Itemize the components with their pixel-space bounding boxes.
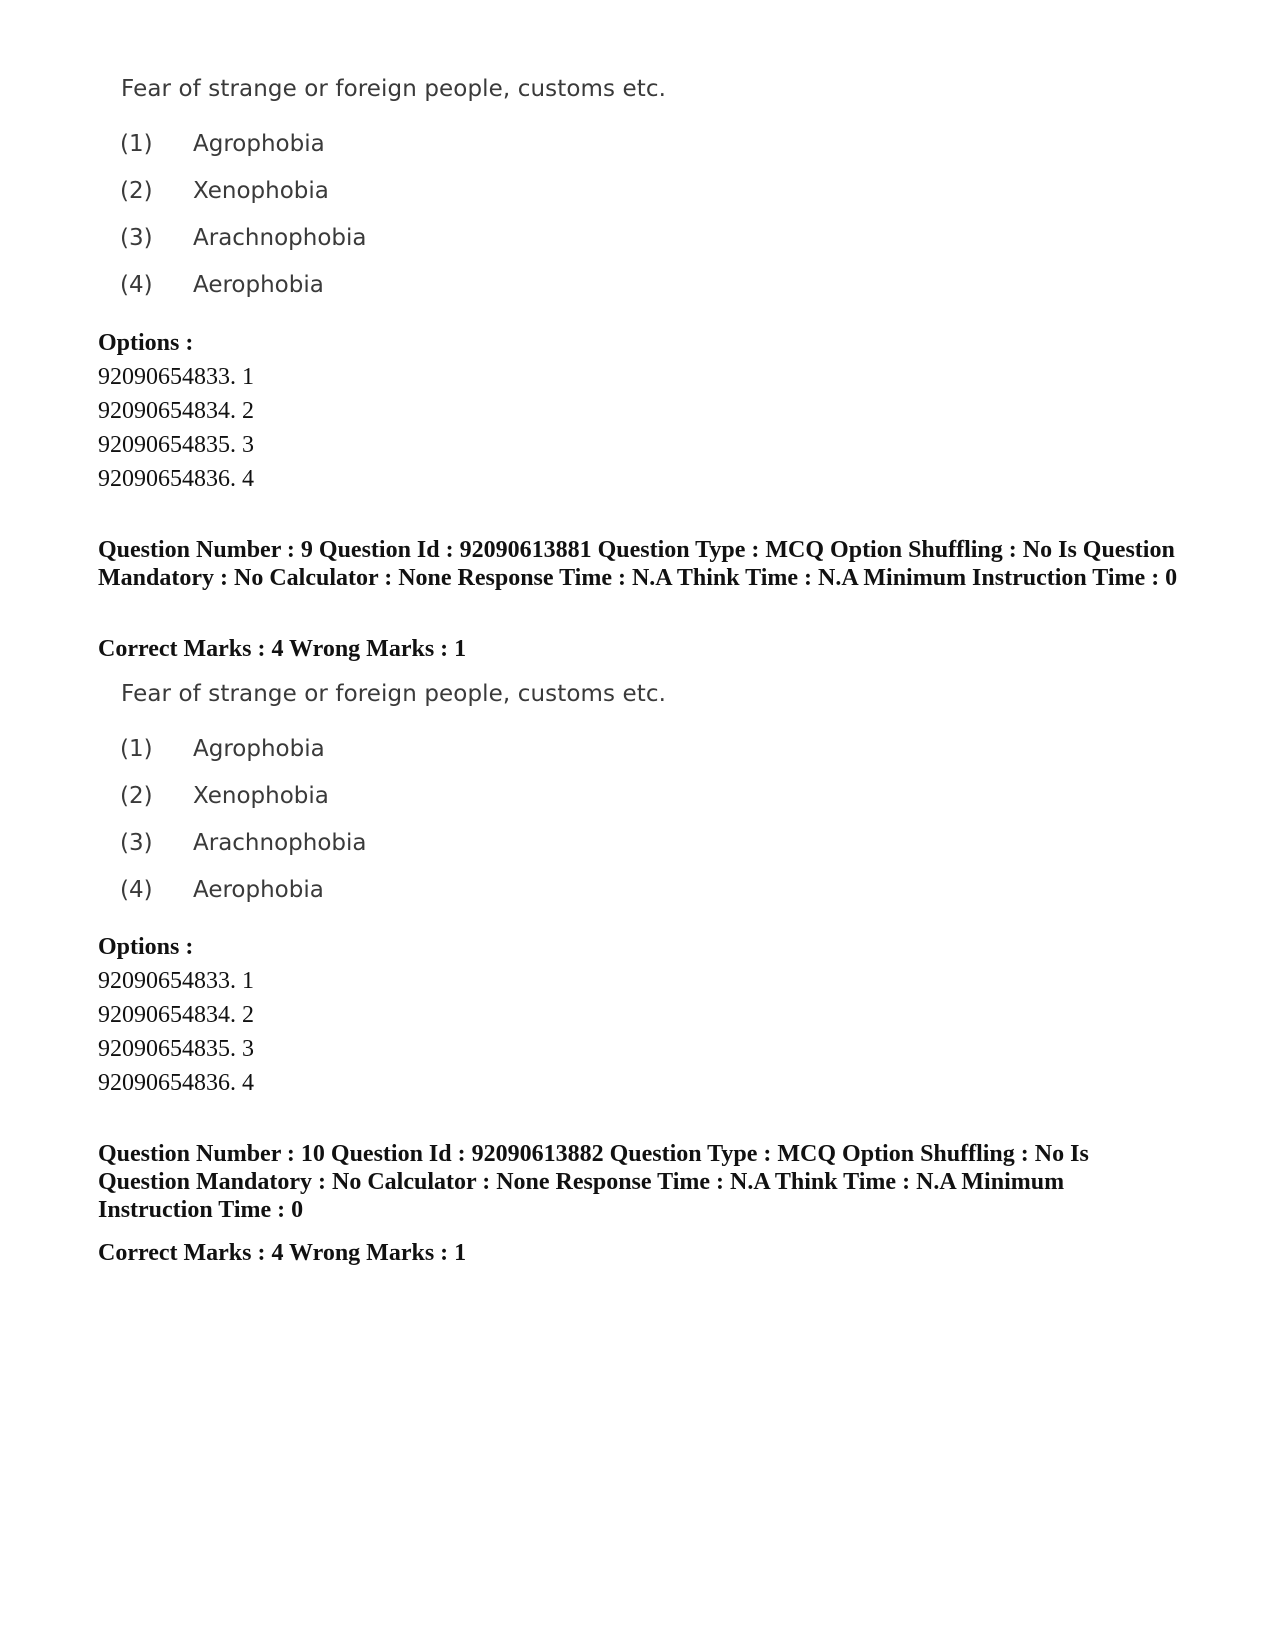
option-line: 92090654834. 2 [98,398,254,424]
choice-number: (3) [120,224,153,251]
choice-number: (4) [120,876,153,903]
question-image [118,679,818,913]
choice-number: (2) [120,177,153,204]
choice-item [118,120,818,167]
choice-item [118,819,818,866]
choice-number: (2) [120,782,153,809]
choice-text: Xenophobia [193,782,329,809]
choice-number: (1) [120,130,153,157]
option-line: 92090654833. 1 [98,968,254,994]
choice-text: Arachnophobia [193,829,367,856]
choice-text: Arachnophobia [193,224,367,251]
question-meta: Question Number : 10 Question Id : 92090613882 Question Type : MCQ Option Shuffling : No Is Question Mandatory : No Calculator : None Response Time : N.A Think Time : N.A Minimum Instruction Time : 0 [98,1141,1089,1223]
choice-number: (4) [120,271,153,298]
question-marks: Correct Marks : 4 Wrong Marks : 1 [98,636,467,662]
question-meta: Question Number : 9 Question Id : 92090613881 Question Type : MCQ Option Shuffling : No Is Question Mandatory : No Calculator : None Response Time : N.A Think Time : N.A Minimum Instruction Time : 0 [98,537,1178,591]
choice-text: Xenophobia [193,177,329,204]
option-line: 92090654835. 3 [98,1036,254,1062]
choice-item [118,772,818,819]
choice-item [118,866,818,913]
option-line: 92090654834. 2 [98,1002,254,1028]
option-line: 92090654836. 4 [98,466,254,492]
choice-number: (3) [120,829,153,856]
option-line: 92090654833. 1 [98,364,254,390]
option-line: 92090654836. 4 [98,1070,254,1096]
choice-text: Agrophobia [193,735,325,762]
question-stem: Fear of strange or foreign people, customs etc. [121,681,667,707]
choice-text: Agrophobia [193,130,325,157]
choice-text: Aerophobia [193,876,324,903]
option-line: 92090654835. 3 [98,432,254,458]
choice-text: Aerophobia [193,271,324,298]
options-heading: Options : [98,934,194,960]
choice-item [118,214,818,261]
choice-item [118,167,818,214]
question-stem: Fear of strange or foreign people, customs etc. [121,76,667,102]
choice-item [118,725,818,772]
options-block [98,326,254,496]
question-marks: Correct Marks : 4 Wrong Marks : 1 [98,1240,467,1266]
options-block [98,930,254,1100]
question-image [118,74,818,308]
choice-number: (1) [120,735,153,762]
choice-item [118,261,818,308]
options-heading: Options : [98,330,194,356]
